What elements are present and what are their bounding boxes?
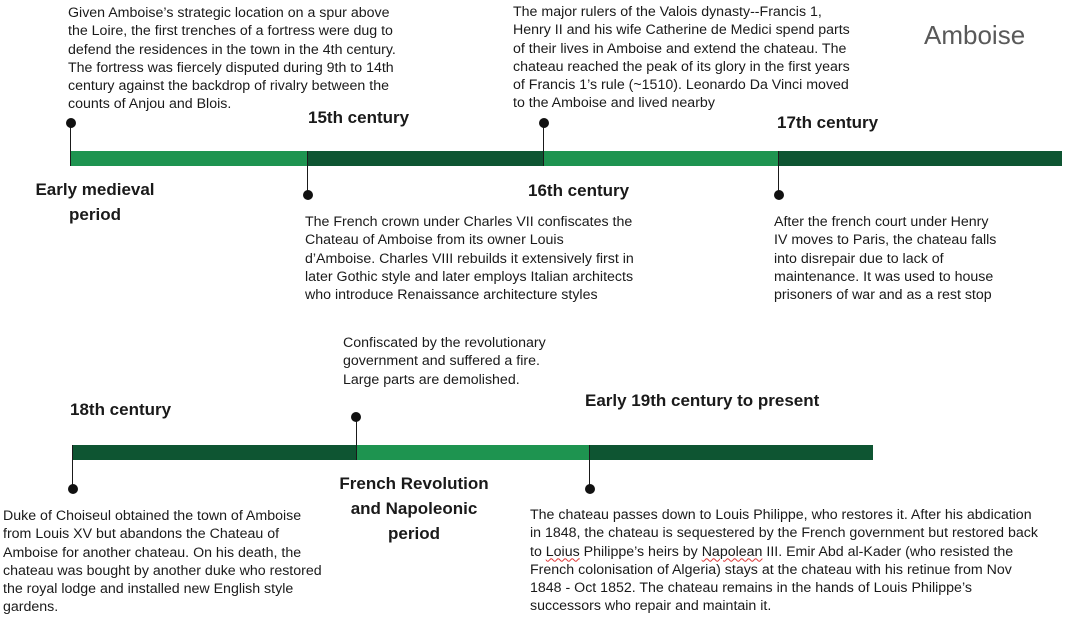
marker-dot-18th-century xyxy=(68,484,78,494)
marker-dot-17th-century xyxy=(774,190,784,200)
era-label-early-medieval: Early medieval period xyxy=(35,180,155,224)
page-title: Amboise xyxy=(924,20,1026,50)
marker-dot-15th-century xyxy=(303,190,313,200)
note-19th-century-line xyxy=(530,543,1080,561)
era-label-15th-century: 15th century xyxy=(308,108,410,127)
note-15th-century: The French crown under Charles VII confiscates the Chateau of Amboise from its owner Louis d’Amboise. Charles VIII rebuilds it extensively first in later Gothic style and later employs Italian architects who introduce Renaissance architecture styles xyxy=(305,214,634,304)
note-19th-century-line: successors who repair and maintain it. xyxy=(530,598,772,615)
note-text: to xyxy=(530,543,546,560)
marker-line-17th-century xyxy=(778,151,779,195)
marker-line-19th-century xyxy=(589,445,590,489)
timeline-segment-french-revolution xyxy=(356,445,589,460)
note-text: Philippe’s heirs by xyxy=(579,543,702,560)
marker-line-15th-century xyxy=(307,151,308,195)
era-label-17th-century: 17th century xyxy=(777,113,879,132)
note-early-medieval: Given Amboise’s strategic location on a spur above the Loire, the first trenches of a fortress were dug to defend the residences in the town in the 4th century. The fortress was fiercely disputed during 9th to 14th century against the backdrop of rivalry between the counts of Anjou and Blois. xyxy=(68,5,396,113)
note-19th-century-line: French colonisation of Algeria) stays at the chateau with his retinue from Nov xyxy=(530,561,1012,578)
note-19th-century xyxy=(530,506,1080,616)
era-label-16th-century: 16th century xyxy=(528,181,630,200)
marker-dot-19th-century xyxy=(585,484,595,494)
marker-line-early-medieval xyxy=(70,124,71,166)
note-text: III. Emir Abd al-Kader (who resisted the xyxy=(762,543,1014,560)
note-19th-century-line: in 1848, the chateau is sequestered by the French government but restored back xyxy=(530,525,1038,542)
marker-line-16th-century xyxy=(543,124,544,166)
timeline-segment-16th-century xyxy=(544,151,779,166)
timeline-segment-18th-century xyxy=(73,445,356,460)
marker-line-french-revolution xyxy=(356,419,357,460)
era-label-19th-century: Early 19th century to present xyxy=(585,391,820,410)
timeline-segment-15th-century xyxy=(308,151,544,166)
note-19th-century-line: The chateau passes down to Louis Philippe, who restores it. After his abdication xyxy=(530,507,1032,523)
marker-dot-early-medieval xyxy=(66,118,76,128)
note-17th-century: After the french court under Henry IV moves to Paris, the chateau falls into disrepair due to lack of maintenance. It was used to house prisoners of war and as a rest stop xyxy=(774,214,997,304)
marker-dot-16th-century xyxy=(539,118,549,128)
timeline-segment-19th-century xyxy=(589,445,873,460)
marker-dot-french-revolution xyxy=(351,412,361,422)
timeline-segment-early-medieval xyxy=(71,151,308,166)
spelling-flag-napolean: Napolean xyxy=(701,543,763,560)
era-label-french-revolution: French Revolution and Napoleonic period xyxy=(339,474,489,543)
note-18th-century: Duke of Choiseul obtained the town of Amboise from Louis XV but abandons the Chateau of Amboise for another chateau. On his death, the chateau was bought by another duke who restored the royal lodge and installed new English style gardens. xyxy=(3,508,322,616)
note-19th-century-line: 1848 - Oct 1852. The chateau remains in the hands of Louis Philippe’s xyxy=(530,580,972,597)
marker-line-18th-century xyxy=(72,445,73,489)
timeline-segment-17th-century xyxy=(779,151,1062,166)
note-16th-century: The major rulers of the Valois dynasty--Francis 1, Henry II and his wife Catherine de Medici spend parts of their lives in Amboise and extend the chateau. The chateau reached the peak of its glory in the first years of Francis 1’s rule (~1510). Leonardo Da Vinci moved to the Amboise and lived nearby xyxy=(513,4,850,112)
era-label-18th-century: 18th century xyxy=(70,400,172,419)
spelling-flag-loius: Loius xyxy=(545,543,580,560)
note-french-revolution: Confiscated by the revolutionary government and suffered a fire. Large parts are demolished. xyxy=(343,335,546,388)
